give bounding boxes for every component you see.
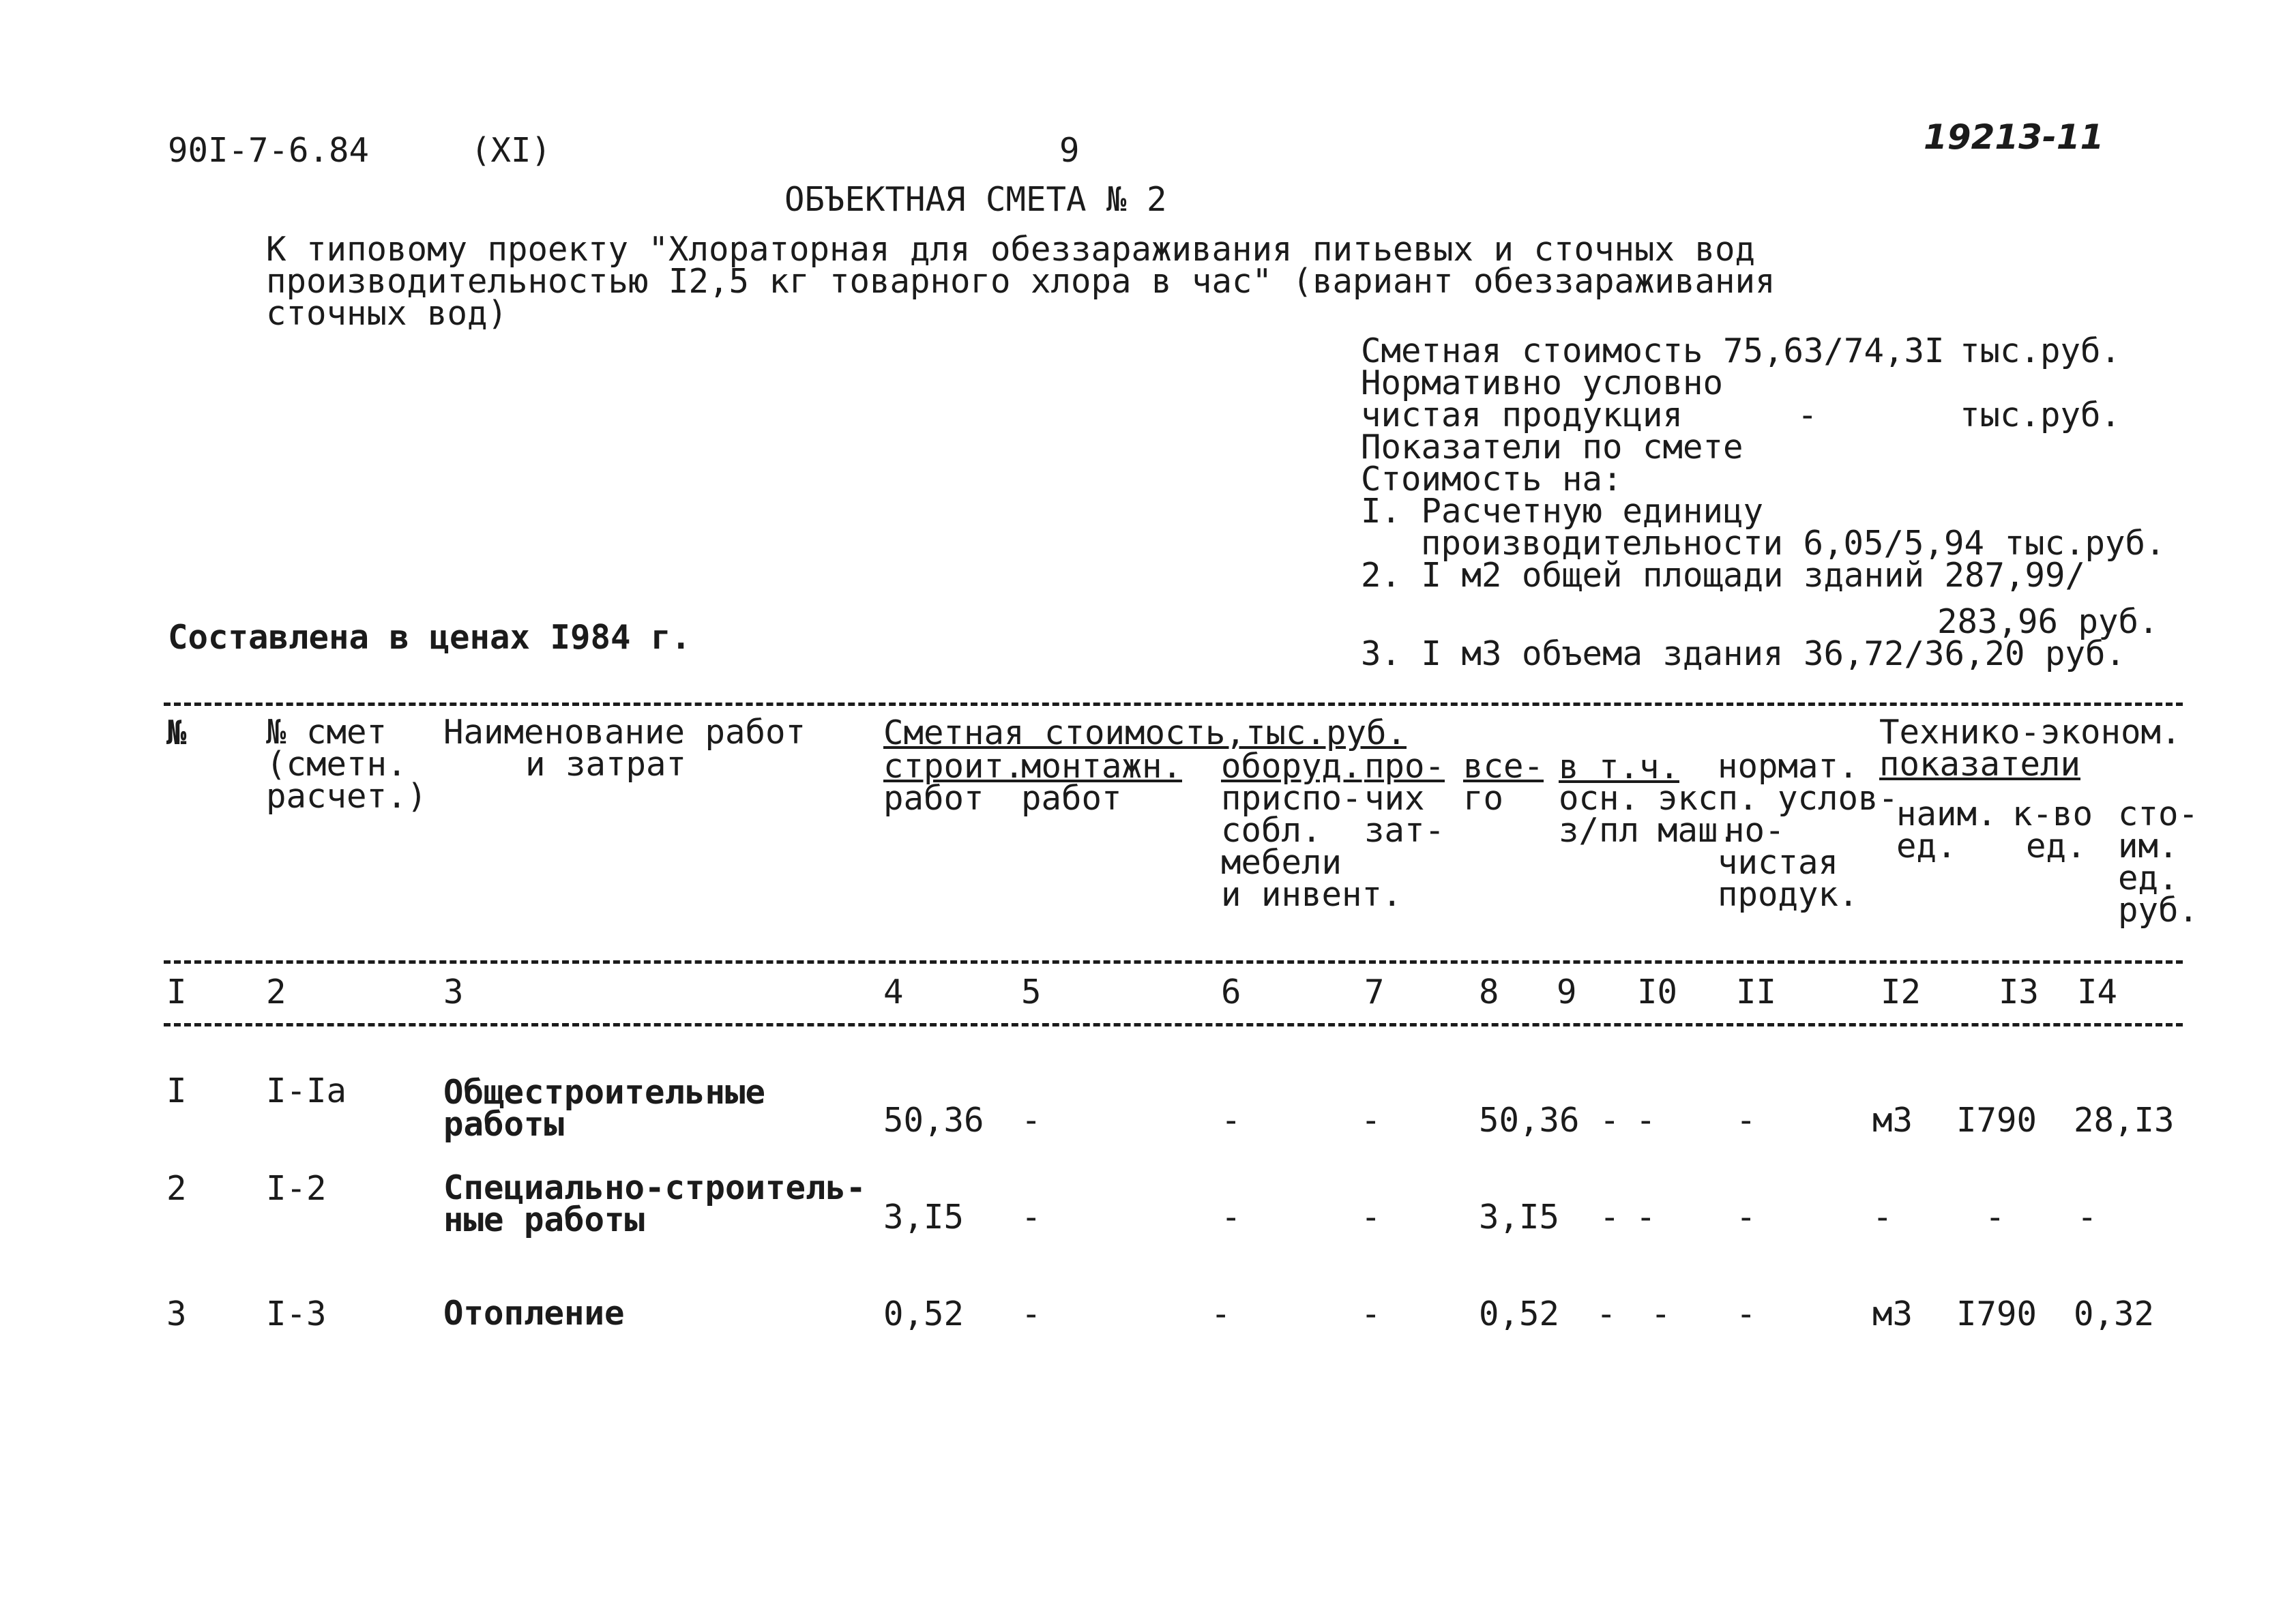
equipment-cost: - — [1221, 1101, 1241, 1140]
row-number: I — [166, 1071, 187, 1110]
col-group-estimated-cost: Сметная стоимость,тыс.руб. — [883, 713, 1407, 752]
col-header-installation-line: монтажн. — [1021, 747, 1183, 786]
col-header-estimate-number — [266, 713, 428, 816]
construction-cost: 3,I5 — [883, 1198, 965, 1237]
net-product: - — [1736, 1101, 1756, 1140]
col-header-other-line: про- — [1364, 747, 1445, 786]
intro-line-3: сточных вод) — [266, 294, 508, 333]
unit-cost-item-1: I. Расчетную единицу — [1361, 492, 1764, 531]
norm-unit: тыс.руб. — [1960, 396, 2121, 434]
unit-name: м3 — [1872, 1101, 1913, 1140]
col-header-machine-line: маш. — [1658, 811, 1739, 850]
machine-cost: - — [1636, 1198, 1656, 1237]
installation-cost: - — [1021, 1198, 1042, 1237]
col-header-installation-line: работ — [1021, 779, 1122, 818]
handwritten-stamp: 19213-11 — [1924, 117, 2104, 157]
col-group-including: в т.ч. — [1559, 748, 1680, 786]
total-cost: 3,I5 — [1479, 1198, 1560, 1237]
construction-cost: 50,36 — [883, 1101, 984, 1140]
column-number: 2 — [266, 973, 286, 1011]
other-cost: - — [1361, 1295, 1381, 1333]
volume-cost-item-3: 3. I м3 объема здания 36,72/36,20 руб. — [1361, 634, 2126, 673]
page-title: ОБЪЕКТНАЯ СМЕТА № 2 — [784, 180, 1167, 219]
col-header-construction-line: строит. — [883, 747, 1025, 786]
col-header-net-line: нормат. — [1718, 747, 1859, 786]
col-header-equipment-line: приспо- — [1221, 779, 1362, 818]
unit-cost: 28,I3 — [2074, 1101, 2175, 1140]
col-header-unit-cost-line: им. — [2118, 827, 2179, 866]
col-group-tech-econ-line: показатели — [1879, 745, 2081, 784]
col-header-net-line: но- — [1724, 811, 1785, 850]
work-name — [443, 1168, 866, 1239]
table-rule-header-bottom — [164, 960, 2183, 964]
col-header-wage-line: з/пл — [1559, 811, 1640, 850]
column-number: I0 — [1637, 973, 1678, 1011]
col-header-unit-cost — [2118, 795, 2199, 930]
col-header-work-name-line: и затрат — [525, 745, 687, 784]
col-header-total-line: го — [1463, 779, 1504, 818]
other-cost: - — [1361, 1101, 1381, 1140]
base-wage: - — [1600, 1198, 1620, 1237]
row-number: 2 — [166, 1169, 187, 1208]
col-group-tech-econ — [1879, 713, 2181, 784]
intro-line-2: производительностью I2,5 кг товарного хлора в час" (вариант обеззараживания — [266, 262, 1776, 301]
column-number: 4 — [883, 973, 904, 1011]
unit-quantity: - — [1985, 1198, 2005, 1237]
col-header-total — [1463, 747, 1544, 818]
area-cost-item-2-value: 283,96 руб. — [1937, 602, 2159, 641]
col-header-row-number: № — [166, 713, 187, 752]
norm-label-2: чистая продукция — [1361, 396, 1683, 434]
estimated-cost: Сметная стоимость 75,63/74,3I — [1361, 331, 1945, 370]
installation-cost: - — [1021, 1101, 1042, 1140]
work-name-line: Отопление — [443, 1294, 625, 1333]
intro-text — [266, 230, 1776, 333]
row-number: 3 — [166, 1295, 187, 1333]
col-header-installation-works — [1021, 747, 1183, 818]
col-header-other-line: чих — [1364, 779, 1425, 818]
column-number: 7 — [1364, 973, 1385, 1011]
page-number: 9 — [1059, 131, 1080, 170]
col-header-other-line: зат- — [1364, 811, 1445, 850]
unit-quantity: I790 — [1956, 1101, 2037, 1140]
column-number: I4 — [2077, 973, 2118, 1011]
album-number: (XI) — [471, 131, 552, 170]
col-header-unit-name — [1896, 795, 1997, 866]
col-header-equipment-line: собл. — [1221, 811, 1322, 850]
col-group-tech-econ-line: Технико-эконом. — [1879, 713, 2181, 752]
column-number: I2 — [1881, 973, 1922, 1011]
machine-cost: - — [1651, 1295, 1671, 1333]
intro-line-1: К типовому проекту "Хлораторная для обеззараживания питьевых и сточных вод — [266, 230, 1756, 269]
unit-cost: - — [2077, 1198, 2098, 1237]
col-header-quantity-line: ед. — [2026, 827, 2087, 866]
table-rule-top — [164, 703, 2183, 706]
col-header-unit-cost-line: руб. — [2118, 891, 2199, 930]
base-wage: - — [1600, 1101, 1620, 1140]
estimate-number: I-2 — [266, 1169, 327, 1208]
column-number: 5 — [1021, 973, 1042, 1011]
col-header-estimate-line: (сметн. — [266, 745, 407, 784]
unit-name: м3 — [1872, 1295, 1913, 1333]
unit-name: - — [1872, 1198, 1893, 1237]
unit-quantity: I790 — [1956, 1295, 2037, 1333]
col-header-unit-line: наим. — [1896, 795, 1997, 833]
col-header-equipment-line: и инвент. — [1221, 875, 1402, 914]
col-header-unit-line: ед. — [1896, 827, 1957, 866]
total-cost: 0,52 — [1479, 1295, 1560, 1333]
col-header-equipment-line: мебели — [1221, 843, 1342, 882]
table-rule-numbers-bottom — [164, 1023, 2183, 1026]
estimate-number: I-Iа — [266, 1071, 347, 1110]
col-header-estimate-line: № смет — [266, 713, 387, 752]
norm-value: - — [1797, 396, 1818, 434]
work-name-line: Общестроительные — [443, 1073, 766, 1112]
unit-cost: 0,32 — [2074, 1295, 2155, 1333]
work-name-line: ные работы — [443, 1200, 645, 1239]
column-number: I — [166, 973, 187, 1011]
construction-cost: 0,52 — [883, 1295, 965, 1333]
net-product: - — [1736, 1295, 1756, 1333]
col-header-base-wage — [1559, 779, 1640, 850]
column-number: 8 — [1479, 973, 1499, 1011]
area-cost-item-2: 2. I м2 общей площади зданий 287,99/ — [1361, 556, 2086, 595]
col-header-net-line: услов- — [1778, 779, 1899, 818]
column-number: 9 — [1557, 973, 1577, 1011]
col-header-total-line: все- — [1463, 747, 1544, 786]
col-header-estimate-line: расчет.) — [266, 777, 428, 816]
unit-cost-item-1-value: производительности 6,05/5,94 тыс.руб. — [1421, 524, 2166, 563]
other-cost: - — [1361, 1198, 1381, 1237]
indicators-label: Показатели по смете — [1361, 428, 1743, 467]
work-name — [443, 1073, 766, 1144]
col-header-wage-line: осн. — [1559, 779, 1640, 818]
col-header-unit-cost-line: ед. — [2118, 859, 2179, 898]
column-number: 6 — [1221, 973, 1241, 1011]
estimate-number: I-3 — [266, 1295, 327, 1333]
col-header-unit-cost-line: сто- — [2118, 795, 2199, 833]
prices-note: Составлена в ценах I984 г. — [168, 618, 692, 657]
col-header-construction-works — [883, 747, 1025, 818]
col-header-equipment-line: оборуд. — [1221, 747, 1362, 786]
work-name-line: Специально-строитель- — [443, 1168, 866, 1207]
col-header-quantity — [2012, 795, 2093, 866]
total-cost: 50,36 — [1479, 1101, 1580, 1140]
doc-code: 90I-7-6.84 — [168, 131, 370, 170]
col-header-net-product — [1718, 747, 1899, 914]
col-header-construction-line: работ — [883, 779, 984, 818]
equipment-cost: - — [1221, 1198, 1241, 1237]
estimated-cost-unit: тыс.руб. — [1960, 331, 2121, 370]
col-header-quantity-line: к-во — [2012, 795, 2093, 833]
col-header-other-costs — [1364, 747, 1445, 850]
equipment-cost: - — [1211, 1295, 1231, 1333]
column-number: 3 — [443, 973, 464, 1011]
col-header-machine-line: эксп. — [1658, 779, 1758, 818]
installation-cost: - — [1021, 1295, 1042, 1333]
col-header-net-line: чистая — [1718, 843, 1839, 882]
col-header-net-line: продук. — [1718, 875, 1859, 914]
net-product: - — [1736, 1198, 1756, 1237]
machine-cost: - — [1636, 1101, 1656, 1140]
col-header-work-name-line: Наименование работ — [443, 713, 806, 752]
column-number: I3 — [1999, 973, 2040, 1011]
work-name — [443, 1294, 625, 1333]
norm-label-1: Нормативно условно — [1361, 364, 1724, 402]
base-wage: - — [1596, 1295, 1617, 1333]
col-header-work-name — [443, 713, 806, 784]
cost-for-label: Стоимость на: — [1361, 460, 1623, 499]
column-number: II — [1736, 973, 1777, 1011]
work-name-line: работы — [443, 1105, 565, 1144]
